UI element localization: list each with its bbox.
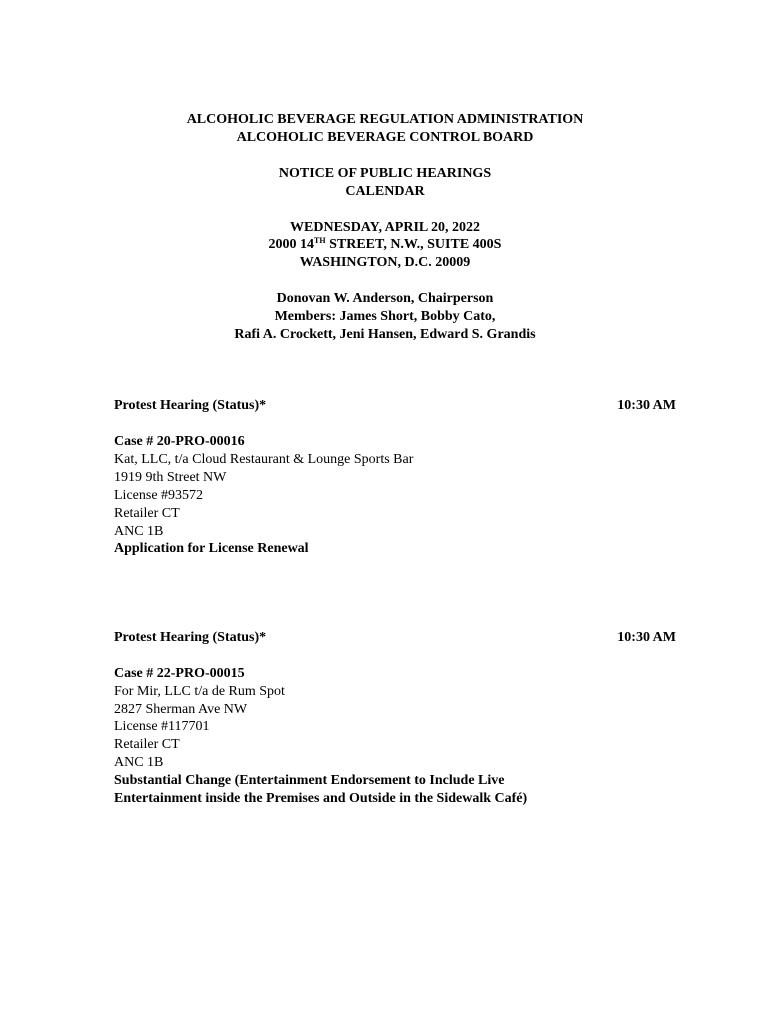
hearing-date: WEDNESDAY, APRIL 20, 2022 xyxy=(290,220,480,235)
licensee-name: For Mir, LLC t/a de Rum Spot xyxy=(114,684,285,699)
license-number: License #117701 xyxy=(114,719,210,734)
case-number: Case # 22-PRO-00015 xyxy=(114,666,245,681)
premises-address: 1919 9th Street NW xyxy=(114,470,227,485)
anc: ANC 1B xyxy=(114,524,164,539)
address-number: 2000 14 xyxy=(268,237,315,252)
licensee-name: Kat, LLC, t/a Cloud Restaurant & Lounge Sports Bar xyxy=(114,452,414,467)
matter-continued: Entertainment inside the Premises and Outside in the Sidewalk Café) xyxy=(114,791,528,806)
anc: ANC 1B xyxy=(114,755,164,770)
address-rest: STREET, N.W., SUITE 400S xyxy=(325,237,502,252)
license-number: License #93572 xyxy=(114,488,204,503)
chairperson: Donovan W. Anderson, Chairperson xyxy=(276,291,494,306)
matter: Substantial Change (Entertainment Endorsement to Include Live xyxy=(114,773,505,788)
notice-title: NOTICE OF PUBLIC HEARINGS xyxy=(278,166,492,181)
calendar-label: CALENDAR xyxy=(345,184,425,199)
members-line-2: Rafi A. Crockett, Jeni Hansen, Edward S. Grandis xyxy=(234,327,536,342)
board-name: ALCOHOLIC BEVERAGE CONTROL BOARD xyxy=(236,130,534,145)
hearing-city: WASHINGTON, D.C. 20009 xyxy=(299,255,471,270)
hearing-type: Protest Hearing (Status)* xyxy=(114,630,267,645)
agency-name: ALCOHOLIC BEVERAGE REGULATION ADMINISTRATION xyxy=(186,112,584,127)
members-line-1: Members: James Short, Bobby Cato, xyxy=(274,309,496,324)
hearing-type: Protest Hearing (Status)* xyxy=(114,398,267,413)
license-class: Retailer CT xyxy=(114,506,180,521)
license-class: Retailer CT xyxy=(114,737,180,752)
hearing-time: 10:30 AM xyxy=(617,630,676,645)
premises-address: 2827 Sherman Ave NW xyxy=(114,702,248,717)
address-suffix: TH xyxy=(314,236,326,245)
hearing-time: 10:30 AM xyxy=(617,398,676,413)
case-number: Case # 20-PRO-00016 xyxy=(114,434,245,449)
hearing-address xyxy=(0,236,770,254)
matter: Application for License Renewal xyxy=(114,541,309,556)
